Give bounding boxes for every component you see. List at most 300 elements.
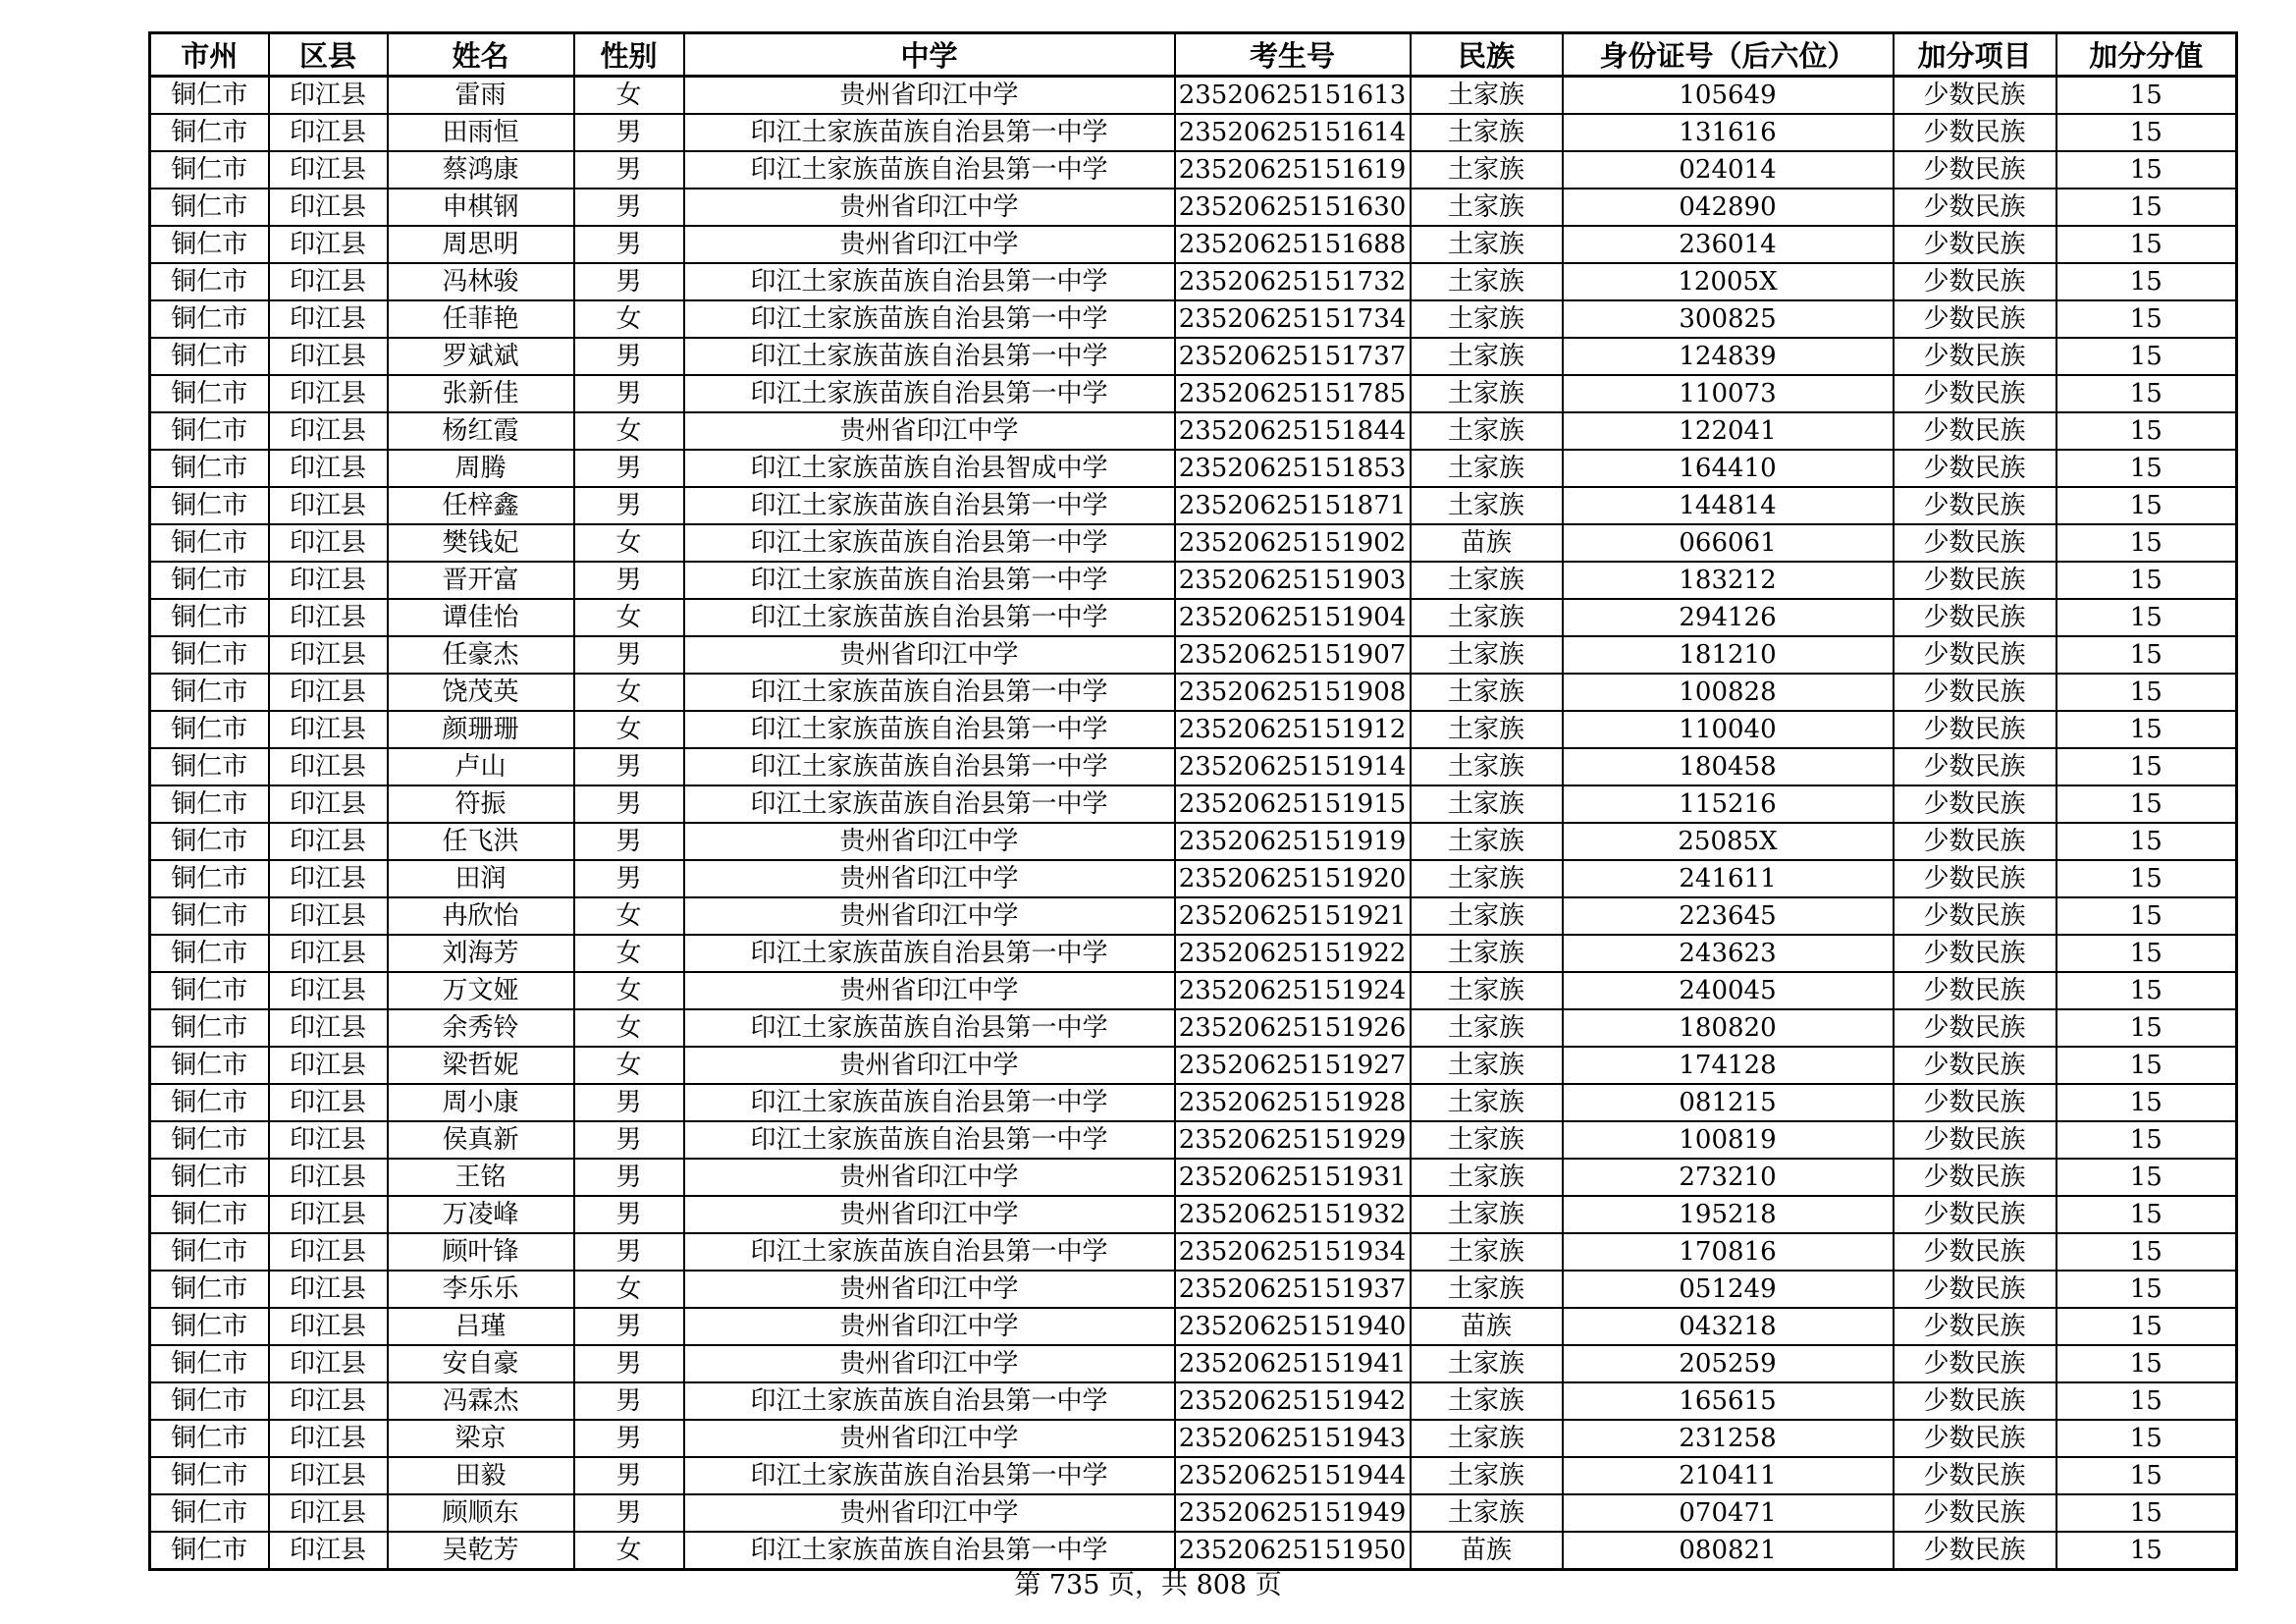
exam-number-cell: 23520625151929 — [1175, 1121, 1411, 1159]
gender-cell: 女 — [574, 77, 684, 115]
column-header-school: 中学 — [684, 33, 1175, 77]
ethnicity-cell: 土家族 — [1411, 1047, 1563, 1084]
exam-number-cell: 23520625151907 — [1175, 636, 1411, 674]
bonus-value-cell: 15 — [2056, 1382, 2237, 1420]
city-cell: 铜仁市 — [150, 785, 269, 823]
exam-number-cell: 23520625151871 — [1175, 487, 1411, 524]
table-row — [150, 860, 2237, 897]
id-suffix-cell: 110073 — [1563, 375, 1894, 412]
table-row — [150, 748, 2237, 785]
table-row — [150, 524, 2237, 562]
name-cell: 刘海芳 — [388, 935, 574, 972]
city-cell: 铜仁市 — [150, 1271, 269, 1308]
county-cell: 印江县 — [269, 1121, 388, 1159]
gender-cell: 男 — [574, 375, 684, 412]
school-cell: 印江土家族苗族自治县第一中学 — [684, 711, 1175, 748]
id-suffix-cell: 164410 — [1563, 450, 1894, 487]
name-cell: 梁京 — [388, 1420, 574, 1457]
county-cell: 印江县 — [269, 189, 388, 226]
city-cell: 铜仁市 — [150, 1233, 269, 1271]
id-suffix-cell: 180820 — [1563, 1009, 1894, 1047]
name-cell: 杨红霞 — [388, 412, 574, 450]
id-suffix-cell: 273210 — [1563, 1159, 1894, 1196]
county-cell: 印江县 — [269, 711, 388, 748]
ethnicity-cell: 土家族 — [1411, 151, 1563, 189]
ethnicity-cell: 土家族 — [1411, 1345, 1563, 1382]
county-cell: 印江县 — [269, 1457, 388, 1494]
school-cell: 贵州省印江中学 — [684, 897, 1175, 935]
gender-cell: 男 — [574, 114, 684, 151]
bonus-value-cell: 15 — [2056, 1532, 2237, 1570]
county-cell: 印江县 — [269, 1494, 388, 1532]
name-cell: 申棋钢 — [388, 189, 574, 226]
bonus-value-cell: 15 — [2056, 1457, 2237, 1494]
id-suffix-cell: 043218 — [1563, 1308, 1894, 1345]
name-cell: 安自豪 — [388, 1345, 574, 1382]
id-suffix-cell: 165615 — [1563, 1382, 1894, 1420]
bonus-value-cell: 15 — [2056, 524, 2237, 562]
school-cell: 贵州省印江中学 — [684, 226, 1175, 263]
exam-number-cell: 23520625151613 — [1175, 77, 1411, 115]
name-cell: 樊钱妃 — [388, 524, 574, 562]
county-cell: 印江县 — [269, 1308, 388, 1345]
table-row — [150, 1159, 2237, 1196]
bonus-value-cell: 15 — [2056, 636, 2237, 674]
gender-cell: 女 — [574, 935, 684, 972]
bonus-item-cell: 少数民族 — [1894, 972, 2056, 1009]
school-cell: 印江土家族苗族自治县智成中学 — [684, 450, 1175, 487]
school-cell: 印江土家族苗族自治县第一中学 — [684, 151, 1175, 189]
table-row — [150, 487, 2237, 524]
bonus-value-cell: 15 — [2056, 226, 2237, 263]
column-header-ethnicity: 民族 — [1411, 33, 1563, 77]
county-cell: 印江县 — [269, 823, 388, 860]
bonus-item-cell: 少数民族 — [1894, 1345, 2056, 1382]
gender-cell: 女 — [574, 972, 684, 1009]
city-cell: 铜仁市 — [150, 1009, 269, 1047]
id-suffix-cell: 100828 — [1563, 674, 1894, 711]
id-suffix-cell: 042890 — [1563, 189, 1894, 226]
name-cell: 任菲艳 — [388, 300, 574, 338]
name-cell: 吴乾芳 — [388, 1532, 574, 1570]
bonus-item-cell: 少数民族 — [1894, 77, 2056, 115]
city-cell: 铜仁市 — [150, 823, 269, 860]
ethnicity-cell: 土家族 — [1411, 599, 1563, 636]
ethnicity-cell: 土家族 — [1411, 1159, 1563, 1196]
bonus-value-cell: 15 — [2056, 897, 2237, 935]
school-cell: 印江土家族苗族自治县第一中学 — [684, 562, 1175, 599]
city-cell: 铜仁市 — [150, 748, 269, 785]
name-cell: 雷雨 — [388, 77, 574, 115]
table-row — [150, 599, 2237, 636]
bonus-value-cell: 15 — [2056, 1047, 2237, 1084]
gender-cell: 女 — [574, 897, 684, 935]
ethnicity-cell: 土家族 — [1411, 450, 1563, 487]
ethnicity-cell: 土家族 — [1411, 1382, 1563, 1420]
id-suffix-cell: 174128 — [1563, 1047, 1894, 1084]
table-row — [150, 375, 2237, 412]
county-cell: 印江县 — [269, 114, 388, 151]
bonus-value-cell: 15 — [2056, 338, 2237, 375]
county-cell: 印江县 — [269, 1159, 388, 1196]
city-cell: 铜仁市 — [150, 151, 269, 189]
county-cell: 印江县 — [269, 1047, 388, 1084]
ethnicity-cell: 土家族 — [1411, 1494, 1563, 1532]
column-header-name: 姓名 — [388, 33, 574, 77]
bonus-item-cell: 少数民族 — [1894, 599, 2056, 636]
name-cell: 侯真新 — [388, 1121, 574, 1159]
exam-number-cell: 23520625151928 — [1175, 1084, 1411, 1121]
city-cell: 铜仁市 — [150, 1084, 269, 1121]
name-cell: 颜珊珊 — [388, 711, 574, 748]
exam-number-cell: 23520625151785 — [1175, 375, 1411, 412]
id-suffix-cell: 12005X — [1563, 263, 1894, 300]
table-row — [150, 1196, 2237, 1233]
bonus-value-cell: 15 — [2056, 450, 2237, 487]
bonus-value-cell: 15 — [2056, 785, 2237, 823]
exam-number-cell: 23520625151937 — [1175, 1271, 1411, 1308]
bonus-item-cell: 少数民族 — [1894, 487, 2056, 524]
table-row — [150, 1009, 2237, 1047]
county-cell: 印江县 — [269, 1382, 388, 1420]
bonus-item-cell: 少数民族 — [1894, 1457, 2056, 1494]
gender-cell: 男 — [574, 1196, 684, 1233]
school-cell: 贵州省印江中学 — [684, 1308, 1175, 1345]
school-cell: 印江土家族苗族自治县第一中学 — [684, 487, 1175, 524]
gender-cell: 女 — [574, 674, 684, 711]
exam-number-cell: 23520625151914 — [1175, 748, 1411, 785]
school-cell: 印江土家族苗族自治县第一中学 — [684, 785, 1175, 823]
ethnicity-cell: 土家族 — [1411, 1233, 1563, 1271]
ethnicity-cell: 苗族 — [1411, 1532, 1563, 1570]
id-suffix-cell: 051249 — [1563, 1271, 1894, 1308]
bonus-item-cell: 少数民族 — [1894, 1420, 2056, 1457]
city-cell: 铜仁市 — [150, 524, 269, 562]
gender-cell: 男 — [574, 263, 684, 300]
name-cell: 任飞洪 — [388, 823, 574, 860]
gender-cell: 男 — [574, 785, 684, 823]
exam-number-cell: 23520625151853 — [1175, 450, 1411, 487]
city-cell: 铜仁市 — [150, 226, 269, 263]
ethnicity-cell: 土家族 — [1411, 412, 1563, 450]
name-cell: 任梓鑫 — [388, 487, 574, 524]
county-cell: 印江县 — [269, 1009, 388, 1047]
school-cell: 印江土家族苗族自治县第一中学 — [684, 1532, 1175, 1570]
bonus-value-cell: 15 — [2056, 300, 2237, 338]
bonus-points-table — [148, 31, 2238, 1571]
exam-number-cell: 23520625151915 — [1175, 785, 1411, 823]
page-footer: 第 735 页，共 808 页 — [1014, 1570, 1282, 1600]
id-suffix-cell: 25085X — [1563, 823, 1894, 860]
gender-cell: 男 — [574, 1121, 684, 1159]
city-cell: 铜仁市 — [150, 935, 269, 972]
exam-number-cell: 23520625151932 — [1175, 1196, 1411, 1233]
ethnicity-cell: 土家族 — [1411, 338, 1563, 375]
table-row — [150, 785, 2237, 823]
id-suffix-cell: 300825 — [1563, 300, 1894, 338]
column-header-city: 市州 — [150, 33, 269, 77]
school-cell: 印江土家族苗族自治县第一中学 — [684, 748, 1175, 785]
county-cell: 印江县 — [269, 748, 388, 785]
exam-number-cell: 23520625151919 — [1175, 823, 1411, 860]
bonus-item-cell: 少数民族 — [1894, 748, 2056, 785]
school-cell: 贵州省印江中学 — [684, 412, 1175, 450]
bonus-item-cell: 少数民族 — [1894, 1494, 2056, 1532]
county-cell: 印江县 — [269, 226, 388, 263]
ethnicity-cell: 土家族 — [1411, 897, 1563, 935]
gender-cell: 男 — [574, 338, 684, 375]
name-cell: 周思明 — [388, 226, 574, 263]
id-suffix-cell: 294126 — [1563, 599, 1894, 636]
city-cell: 铜仁市 — [150, 1308, 269, 1345]
gender-cell: 男 — [574, 1494, 684, 1532]
gender-cell: 男 — [574, 450, 684, 487]
id-suffix-cell: 231258 — [1563, 1420, 1894, 1457]
ethnicity-cell: 土家族 — [1411, 1271, 1563, 1308]
ethnicity-cell: 土家族 — [1411, 711, 1563, 748]
county-cell: 印江县 — [269, 300, 388, 338]
city-cell: 铜仁市 — [150, 674, 269, 711]
county-cell: 印江县 — [269, 151, 388, 189]
exam-number-cell: 23520625151927 — [1175, 1047, 1411, 1084]
gender-cell: 男 — [574, 1159, 684, 1196]
id-suffix-cell: 131616 — [1563, 114, 1894, 151]
city-cell: 铜仁市 — [150, 1457, 269, 1494]
name-cell: 任豪杰 — [388, 636, 574, 674]
id-suffix-cell: 181210 — [1563, 636, 1894, 674]
city-cell: 铜仁市 — [150, 487, 269, 524]
name-cell: 蔡鸿康 — [388, 151, 574, 189]
county-cell: 印江县 — [269, 524, 388, 562]
bonus-item-cell: 少数民族 — [1894, 935, 2056, 972]
bonus-item-cell: 少数民族 — [1894, 226, 2056, 263]
bonus-item-cell: 少数民族 — [1894, 562, 2056, 599]
gender-cell: 男 — [574, 1420, 684, 1457]
table-row — [150, 1121, 2237, 1159]
city-cell: 铜仁市 — [150, 1121, 269, 1159]
name-cell: 顾顺东 — [388, 1494, 574, 1532]
bonus-value-cell: 15 — [2056, 487, 2237, 524]
school-cell: 印江土家族苗族自治县第一中学 — [684, 524, 1175, 562]
ethnicity-cell: 土家族 — [1411, 562, 1563, 599]
ethnicity-cell: 土家族 — [1411, 189, 1563, 226]
exam-number-cell: 23520625151922 — [1175, 935, 1411, 972]
bonus-item-cell: 少数民族 — [1894, 711, 2056, 748]
school-cell: 印江土家族苗族自治县第一中学 — [684, 1382, 1175, 1420]
county-cell: 印江县 — [269, 785, 388, 823]
bonus-value-cell: 15 — [2056, 599, 2237, 636]
name-cell: 吕瑾 — [388, 1308, 574, 1345]
id-suffix-cell: 170816 — [1563, 1233, 1894, 1271]
gender-cell: 女 — [574, 1009, 684, 1047]
name-cell: 周小康 — [388, 1084, 574, 1121]
school-cell: 印江土家族苗族自治县第一中学 — [684, 1233, 1175, 1271]
county-cell: 印江县 — [269, 338, 388, 375]
table-row — [150, 935, 2237, 972]
table-row — [150, 77, 2237, 115]
exam-number-cell: 23520625151737 — [1175, 338, 1411, 375]
bonus-item-cell: 少数民族 — [1894, 300, 2056, 338]
table-header — [150, 33, 2237, 77]
county-cell: 印江县 — [269, 263, 388, 300]
bonus-item-cell: 少数民族 — [1894, 1196, 2056, 1233]
gender-cell: 女 — [574, 524, 684, 562]
table-row — [150, 151, 2237, 189]
gender-cell: 女 — [574, 599, 684, 636]
table-row — [150, 300, 2237, 338]
exam-number-cell: 23520625151903 — [1175, 562, 1411, 599]
city-cell: 铜仁市 — [150, 562, 269, 599]
id-suffix-cell: 240045 — [1563, 972, 1894, 1009]
bonus-item-cell: 少数民族 — [1894, 375, 2056, 412]
table-body — [150, 77, 2237, 1570]
column-header-bonus-item: 加分项目 — [1894, 33, 2056, 77]
bonus-value-cell: 15 — [2056, 1420, 2237, 1457]
exam-number-cell: 23520625151904 — [1175, 599, 1411, 636]
county-cell: 印江县 — [269, 450, 388, 487]
ethnicity-cell: 土家族 — [1411, 375, 1563, 412]
school-cell: 印江土家族苗族自治县第一中学 — [684, 300, 1175, 338]
name-cell: 田毅 — [388, 1457, 574, 1494]
city-cell: 铜仁市 — [150, 338, 269, 375]
county-cell: 印江县 — [269, 562, 388, 599]
id-suffix-cell: 205259 — [1563, 1345, 1894, 1382]
school-cell: 贵州省印江中学 — [684, 860, 1175, 897]
city-cell: 铜仁市 — [150, 599, 269, 636]
table-row — [150, 1047, 2237, 1084]
id-suffix-cell: 024014 — [1563, 151, 1894, 189]
bonus-value-cell: 15 — [2056, 823, 2237, 860]
table-row — [150, 1420, 2237, 1457]
id-suffix-cell: 105649 — [1563, 77, 1894, 115]
exam-number-cell: 23520625151943 — [1175, 1420, 1411, 1457]
name-cell: 万凌峰 — [388, 1196, 574, 1233]
table-row — [150, 897, 2237, 935]
bonus-item-cell: 少数民族 — [1894, 263, 2056, 300]
gender-cell: 男 — [574, 823, 684, 860]
gender-cell: 男 — [574, 562, 684, 599]
bonus-item-cell: 少数民族 — [1894, 524, 2056, 562]
table-row — [150, 711, 2237, 748]
gender-cell: 男 — [574, 748, 684, 785]
name-cell: 张新佳 — [388, 375, 574, 412]
city-cell: 铜仁市 — [150, 1159, 269, 1196]
exam-number-cell: 23520625151902 — [1175, 524, 1411, 562]
county-cell: 印江县 — [269, 1084, 388, 1121]
name-cell: 卢山 — [388, 748, 574, 785]
exam-number-cell: 23520625151908 — [1175, 674, 1411, 711]
county-cell: 印江县 — [269, 1420, 388, 1457]
id-suffix-cell: 070471 — [1563, 1494, 1894, 1532]
gender-cell: 男 — [574, 151, 684, 189]
column-header-county: 区县 — [269, 33, 388, 77]
gender-cell: 男 — [574, 636, 684, 674]
bonus-item-cell: 少数民族 — [1894, 151, 2056, 189]
table-row — [150, 674, 2237, 711]
bonus-value-cell: 15 — [2056, 1271, 2237, 1308]
exam-number-cell: 23520625151614 — [1175, 114, 1411, 151]
bonus-value-cell: 15 — [2056, 412, 2237, 450]
ethnicity-cell: 土家族 — [1411, 487, 1563, 524]
school-cell: 贵州省印江中学 — [684, 1196, 1175, 1233]
id-suffix-cell: 110040 — [1563, 711, 1894, 748]
county-cell: 印江县 — [269, 1345, 388, 1382]
bonus-value-cell: 15 — [2056, 1159, 2237, 1196]
gender-cell: 女 — [574, 1047, 684, 1084]
id-suffix-cell: 195218 — [1563, 1196, 1894, 1233]
city-cell: 铜仁市 — [150, 189, 269, 226]
county-cell: 印江县 — [269, 375, 388, 412]
name-cell: 王铭 — [388, 1159, 574, 1196]
city-cell: 铜仁市 — [150, 1345, 269, 1382]
gender-cell: 男 — [574, 860, 684, 897]
bonus-item-cell: 少数民族 — [1894, 338, 2056, 375]
bonus-item-cell: 少数民族 — [1894, 1308, 2056, 1345]
bonus-item-cell: 少数民族 — [1894, 1121, 2056, 1159]
exam-number-cell: 23520625151940 — [1175, 1308, 1411, 1345]
id-suffix-cell: 081215 — [1563, 1084, 1894, 1121]
exam-number-cell: 23520625151949 — [1175, 1494, 1411, 1532]
city-cell: 铜仁市 — [150, 711, 269, 748]
city-cell: 铜仁市 — [150, 114, 269, 151]
gender-cell: 女 — [574, 300, 684, 338]
name-cell: 梁哲妮 — [388, 1047, 574, 1084]
exam-number-cell: 23520625151931 — [1175, 1159, 1411, 1196]
name-cell: 饶茂英 — [388, 674, 574, 711]
city-cell: 铜仁市 — [150, 412, 269, 450]
school-cell: 印江土家族苗族自治县第一中学 — [684, 674, 1175, 711]
name-cell: 余秀铃 — [388, 1009, 574, 1047]
bonus-value-cell: 15 — [2056, 1308, 2237, 1345]
id-suffix-cell: 124839 — [1563, 338, 1894, 375]
ethnicity-cell: 土家族 — [1411, 935, 1563, 972]
bonus-value-cell: 15 — [2056, 151, 2237, 189]
exam-number-cell: 23520625151920 — [1175, 860, 1411, 897]
ethnicity-cell: 土家族 — [1411, 748, 1563, 785]
school-cell: 贵州省印江中学 — [684, 189, 1175, 226]
county-cell: 印江县 — [269, 77, 388, 115]
bonus-item-cell: 少数民族 — [1894, 1233, 2056, 1271]
header-row — [150, 33, 2237, 77]
name-cell: 周腾 — [388, 450, 574, 487]
exam-number-cell: 23520625151950 — [1175, 1532, 1411, 1570]
gender-cell: 男 — [574, 1308, 684, 1345]
gender-cell: 男 — [574, 1084, 684, 1121]
bonus-value-cell: 15 — [2056, 935, 2237, 972]
table-row — [150, 823, 2237, 860]
county-cell: 印江县 — [269, 487, 388, 524]
bonus-value-cell: 15 — [2056, 189, 2237, 226]
table-row — [150, 338, 2237, 375]
ethnicity-cell: 苗族 — [1411, 524, 1563, 562]
name-cell: 万文娅 — [388, 972, 574, 1009]
exam-number-cell: 23520625151934 — [1175, 1233, 1411, 1271]
school-cell: 印江土家族苗族自治县第一中学 — [684, 114, 1175, 151]
exam-number-cell: 23520625151734 — [1175, 300, 1411, 338]
gender-cell: 男 — [574, 226, 684, 263]
id-suffix-cell: 080821 — [1563, 1532, 1894, 1570]
table-row — [150, 226, 2237, 263]
county-cell: 印江县 — [269, 1196, 388, 1233]
school-cell: 贵州省印江中学 — [684, 1345, 1175, 1382]
id-suffix-cell: 066061 — [1563, 524, 1894, 562]
bonus-item-cell: 少数民族 — [1894, 785, 2056, 823]
county-cell: 印江县 — [269, 897, 388, 935]
city-cell: 铜仁市 — [150, 1494, 269, 1532]
school-cell: 印江土家族苗族自治县第一中学 — [684, 1457, 1175, 1494]
city-cell: 铜仁市 — [150, 1382, 269, 1420]
ethnicity-cell: 土家族 — [1411, 1009, 1563, 1047]
